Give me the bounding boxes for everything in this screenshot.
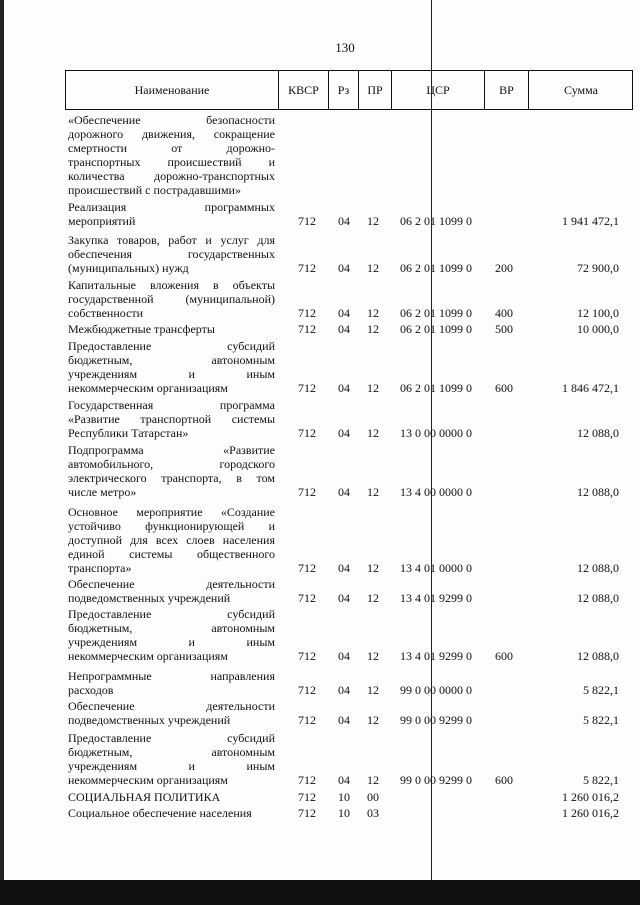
row-name-line: Межбюджетные трансферты xyxy=(68,322,215,336)
cell-sum: 10 000,0 xyxy=(577,322,619,336)
cell-kvsr: 712 xyxy=(298,773,316,787)
row-name-line: единой системы общественного xyxy=(68,547,275,561)
cell-rz: 04 xyxy=(338,683,350,697)
row-name-line: бюджетным, автономным xyxy=(68,621,275,635)
cell-rz: 04 xyxy=(338,713,350,727)
cell-kvsr: 712 xyxy=(298,485,316,499)
row-name-line: числе метро» xyxy=(68,485,137,499)
row-name-line: бюджетным, автономным xyxy=(68,745,275,759)
header-sum: Сумма xyxy=(564,83,598,97)
cell-pr: 03 xyxy=(367,806,379,820)
row-name xyxy=(68,699,275,727)
cell-sum: 1 941 472,1 xyxy=(562,214,619,228)
cell-pr: 12 xyxy=(367,214,379,228)
row-name xyxy=(68,669,275,697)
cell-kvsr: 712 xyxy=(298,561,316,575)
cell-pr: 12 xyxy=(367,322,379,336)
cell-kvsr: 712 xyxy=(298,426,316,440)
row-name-line: смертности от дорожно- xyxy=(68,141,275,155)
cell-sum: 5 822,1 xyxy=(583,683,619,697)
cell-rz: 04 xyxy=(338,381,350,395)
cell-kvsr: 712 xyxy=(298,683,316,697)
row-name-line: собственности xyxy=(68,306,144,320)
row-name xyxy=(68,443,275,499)
cell-sum: 12 088,0 xyxy=(577,591,619,605)
row-name-line: обеспечения государственных xyxy=(68,247,275,261)
cell-kvsr: 712 xyxy=(298,591,316,605)
scan-edge-bottom xyxy=(0,880,640,905)
row-name-line: транспорта» xyxy=(68,561,132,575)
row-name-line: Республики Татарстан» xyxy=(68,426,189,440)
row-name-line: некоммерческим организациям xyxy=(68,649,228,663)
cell-sum: 12 088,0 xyxy=(577,485,619,499)
header-vr: ВР xyxy=(485,71,529,109)
cell-rz: 04 xyxy=(338,561,350,575)
row-name xyxy=(68,505,275,575)
row-name-line: устойчиво функционирующей и xyxy=(68,519,275,533)
cell-vr: 600 xyxy=(495,381,513,395)
cell-rz: 04 xyxy=(338,591,350,605)
cell-pr: 12 xyxy=(367,683,379,697)
cell-pr: 12 xyxy=(367,261,379,275)
table-row xyxy=(65,669,635,697)
row-name-line: Предоставление субсидий xyxy=(68,339,275,353)
table-row xyxy=(65,339,635,395)
row-name-line: происшествий с пострадавшими» xyxy=(68,183,241,197)
row-name xyxy=(68,398,275,440)
row-name xyxy=(68,790,275,804)
row-name xyxy=(68,577,275,605)
scan-edge-left xyxy=(0,0,4,905)
cell-kvsr: 712 xyxy=(298,381,316,395)
cell-kvsr: 712 xyxy=(298,214,316,228)
cell-rz: 04 xyxy=(338,426,350,440)
row-name-line: подведомственных учреждений xyxy=(68,591,231,605)
table-row xyxy=(65,806,635,820)
cell-rz: 04 xyxy=(338,649,350,663)
cell-csr: 06 2 01 1099 0 xyxy=(400,214,472,228)
table-row xyxy=(65,699,635,727)
cell-sum: 5 822,1 xyxy=(583,713,619,727)
cell-sum: 12 088,0 xyxy=(577,561,619,575)
cell-csr: 13 4 01 0000 0 xyxy=(400,561,472,575)
row-name-line: некоммерческим организациям xyxy=(68,381,228,395)
row-name-line: количества дорожно-транспортных xyxy=(68,169,275,183)
header-kvsr: КВСР xyxy=(279,71,329,109)
table-row xyxy=(65,790,635,804)
row-name-line: учреждениям и иным xyxy=(68,759,275,773)
row-name-line: Закупка товаров, работ и услуг для xyxy=(68,233,275,247)
header-pr: ПР xyxy=(359,71,392,109)
cell-sum: 5 822,1 xyxy=(583,773,619,787)
cell-pr: 12 xyxy=(367,773,379,787)
row-name-line: Подпрограмма «Развитие xyxy=(68,443,275,457)
row-name-line: Обеспечение деятельности xyxy=(68,699,275,713)
cell-vr: 600 xyxy=(495,649,513,663)
row-name-line: «Развитие транспортной системы xyxy=(68,412,275,426)
cell-kvsr: 712 xyxy=(298,322,316,336)
table-header xyxy=(65,70,633,110)
cell-pr: 12 xyxy=(367,561,379,575)
cell-sum: 1 846 472,1 xyxy=(562,381,619,395)
table-row xyxy=(65,731,635,787)
cell-kvsr: 712 xyxy=(298,806,316,820)
row-name-line: Непрограммные направления xyxy=(68,669,275,683)
row-name-line: некоммерческим организациям xyxy=(68,773,228,787)
cell-rz: 10 xyxy=(338,806,350,820)
row-name-line: Предоставление субсидий xyxy=(68,607,275,621)
row-name-line: Обеспечение деятельности xyxy=(68,577,275,591)
row-name-line: Государственная программа xyxy=(68,398,275,412)
cell-kvsr: 712 xyxy=(298,649,316,663)
cell-csr: 99 0 00 9299 0 xyxy=(400,713,472,727)
row-name-line: учреждениям и иным xyxy=(68,635,275,649)
cell-kvsr: 712 xyxy=(298,261,316,275)
row-name-line: Реализация программных xyxy=(68,200,275,214)
row-name-line: СОЦИАЛЬНАЯ ПОЛИТИКА xyxy=(68,790,221,804)
cell-pr: 00 xyxy=(367,790,379,804)
row-name-line: (муниципальных) нужд xyxy=(68,261,189,275)
cell-pr: 12 xyxy=(367,306,379,320)
row-name xyxy=(68,200,275,228)
cell-csr: 06 2 01 1099 0 xyxy=(400,261,472,275)
table-row xyxy=(65,200,635,228)
row-name-line: доступной для всех слоев населения xyxy=(68,533,275,547)
cell-rz: 04 xyxy=(338,214,350,228)
cell-pr: 12 xyxy=(367,649,379,663)
table-row xyxy=(65,398,635,440)
row-name xyxy=(68,233,275,275)
cell-vr: 200 xyxy=(495,261,513,275)
cell-csr: 99 0 00 0000 0 xyxy=(400,683,472,697)
cell-csr: 13 4 01 9299 0 xyxy=(400,649,472,663)
header-csr: ЦСР xyxy=(392,71,485,109)
row-name-line: электрического транспорта, в том xyxy=(68,471,275,485)
row-name-line: «Обеспечение безопасности xyxy=(68,113,275,127)
cell-pr: 12 xyxy=(367,591,379,605)
cell-csr: 13 0 00 0000 0 xyxy=(400,426,472,440)
cell-vr: 400 xyxy=(495,306,513,320)
cell-csr: 13 4 00 0000 0 xyxy=(400,485,472,499)
table-row xyxy=(65,505,635,575)
cell-rz: 04 xyxy=(338,306,350,320)
cell-csr: 99 0 00 9299 0 xyxy=(400,773,472,787)
cell-rz: 04 xyxy=(338,261,350,275)
cell-rz: 10 xyxy=(338,790,350,804)
cell-pr: 12 xyxy=(367,381,379,395)
row-name-line: учреждениям и иным xyxy=(68,367,275,381)
cell-kvsr: 712 xyxy=(298,713,316,727)
row-name-line: транспортных происшествий и xyxy=(68,155,275,169)
row-name xyxy=(68,806,275,820)
row-name xyxy=(68,607,275,663)
row-name xyxy=(68,113,275,197)
cell-csr: 06 2 01 1099 0 xyxy=(400,381,472,395)
header-rz: Рз xyxy=(329,71,359,109)
row-name-line: бюджетным, автономным xyxy=(68,353,275,367)
row-name-line: дорожного движения, сокращение xyxy=(68,127,275,141)
row-name xyxy=(68,731,275,787)
row-name xyxy=(68,322,275,336)
row-name-line: государственной (муниципальной) xyxy=(68,292,275,306)
cell-rz: 04 xyxy=(338,322,350,336)
cell-sum: 12 088,0 xyxy=(577,649,619,663)
cell-vr: 500 xyxy=(495,322,513,336)
cell-sum: 1 260 016,2 xyxy=(562,790,619,804)
row-name xyxy=(68,339,275,395)
cell-pr: 12 xyxy=(367,485,379,499)
cell-pr: 12 xyxy=(367,426,379,440)
table-row xyxy=(65,577,635,605)
table-row xyxy=(65,233,635,275)
table-row xyxy=(65,607,635,663)
cell-csr: 06 2 01 1099 0 xyxy=(400,306,472,320)
cell-sum: 72 900,0 xyxy=(577,261,619,275)
page-number: 130 xyxy=(335,40,355,55)
cell-sum: 1 260 016,2 xyxy=(562,806,619,820)
row-name-line: расходов xyxy=(68,683,114,697)
cell-kvsr: 712 xyxy=(298,306,316,320)
row-name-line: Капитальные вложения в объекты xyxy=(68,278,275,292)
table-row xyxy=(65,278,635,320)
cell-rz: 04 xyxy=(338,773,350,787)
cell-csr: 13 4 01 9299 0 xyxy=(400,591,472,605)
cell-kvsr: 712 xyxy=(298,790,316,804)
cell-rz: 04 xyxy=(338,485,350,499)
table-row xyxy=(65,322,635,336)
cell-sum: 12 100,0 xyxy=(577,306,619,320)
cell-pr: 12 xyxy=(367,713,379,727)
cell-csr: 06 2 01 1099 0 xyxy=(400,322,472,336)
row-name-line: Основное мероприятие «Создание xyxy=(68,505,275,519)
table-row xyxy=(65,443,635,499)
row-name-line: подведомственных учреждений xyxy=(68,713,231,727)
header-name: Наименование xyxy=(66,71,279,109)
cell-vr: 600 xyxy=(495,773,513,787)
row-name xyxy=(68,278,275,320)
table-row xyxy=(65,113,635,197)
row-name-line: мероприятий xyxy=(68,214,136,228)
row-name-line: Предоставление субсидий xyxy=(68,731,275,745)
row-name-line: Социальное обеспечение населения xyxy=(68,806,252,820)
cell-sum: 12 088,0 xyxy=(577,426,619,440)
row-name-line: автомобильного, городского xyxy=(68,457,275,471)
